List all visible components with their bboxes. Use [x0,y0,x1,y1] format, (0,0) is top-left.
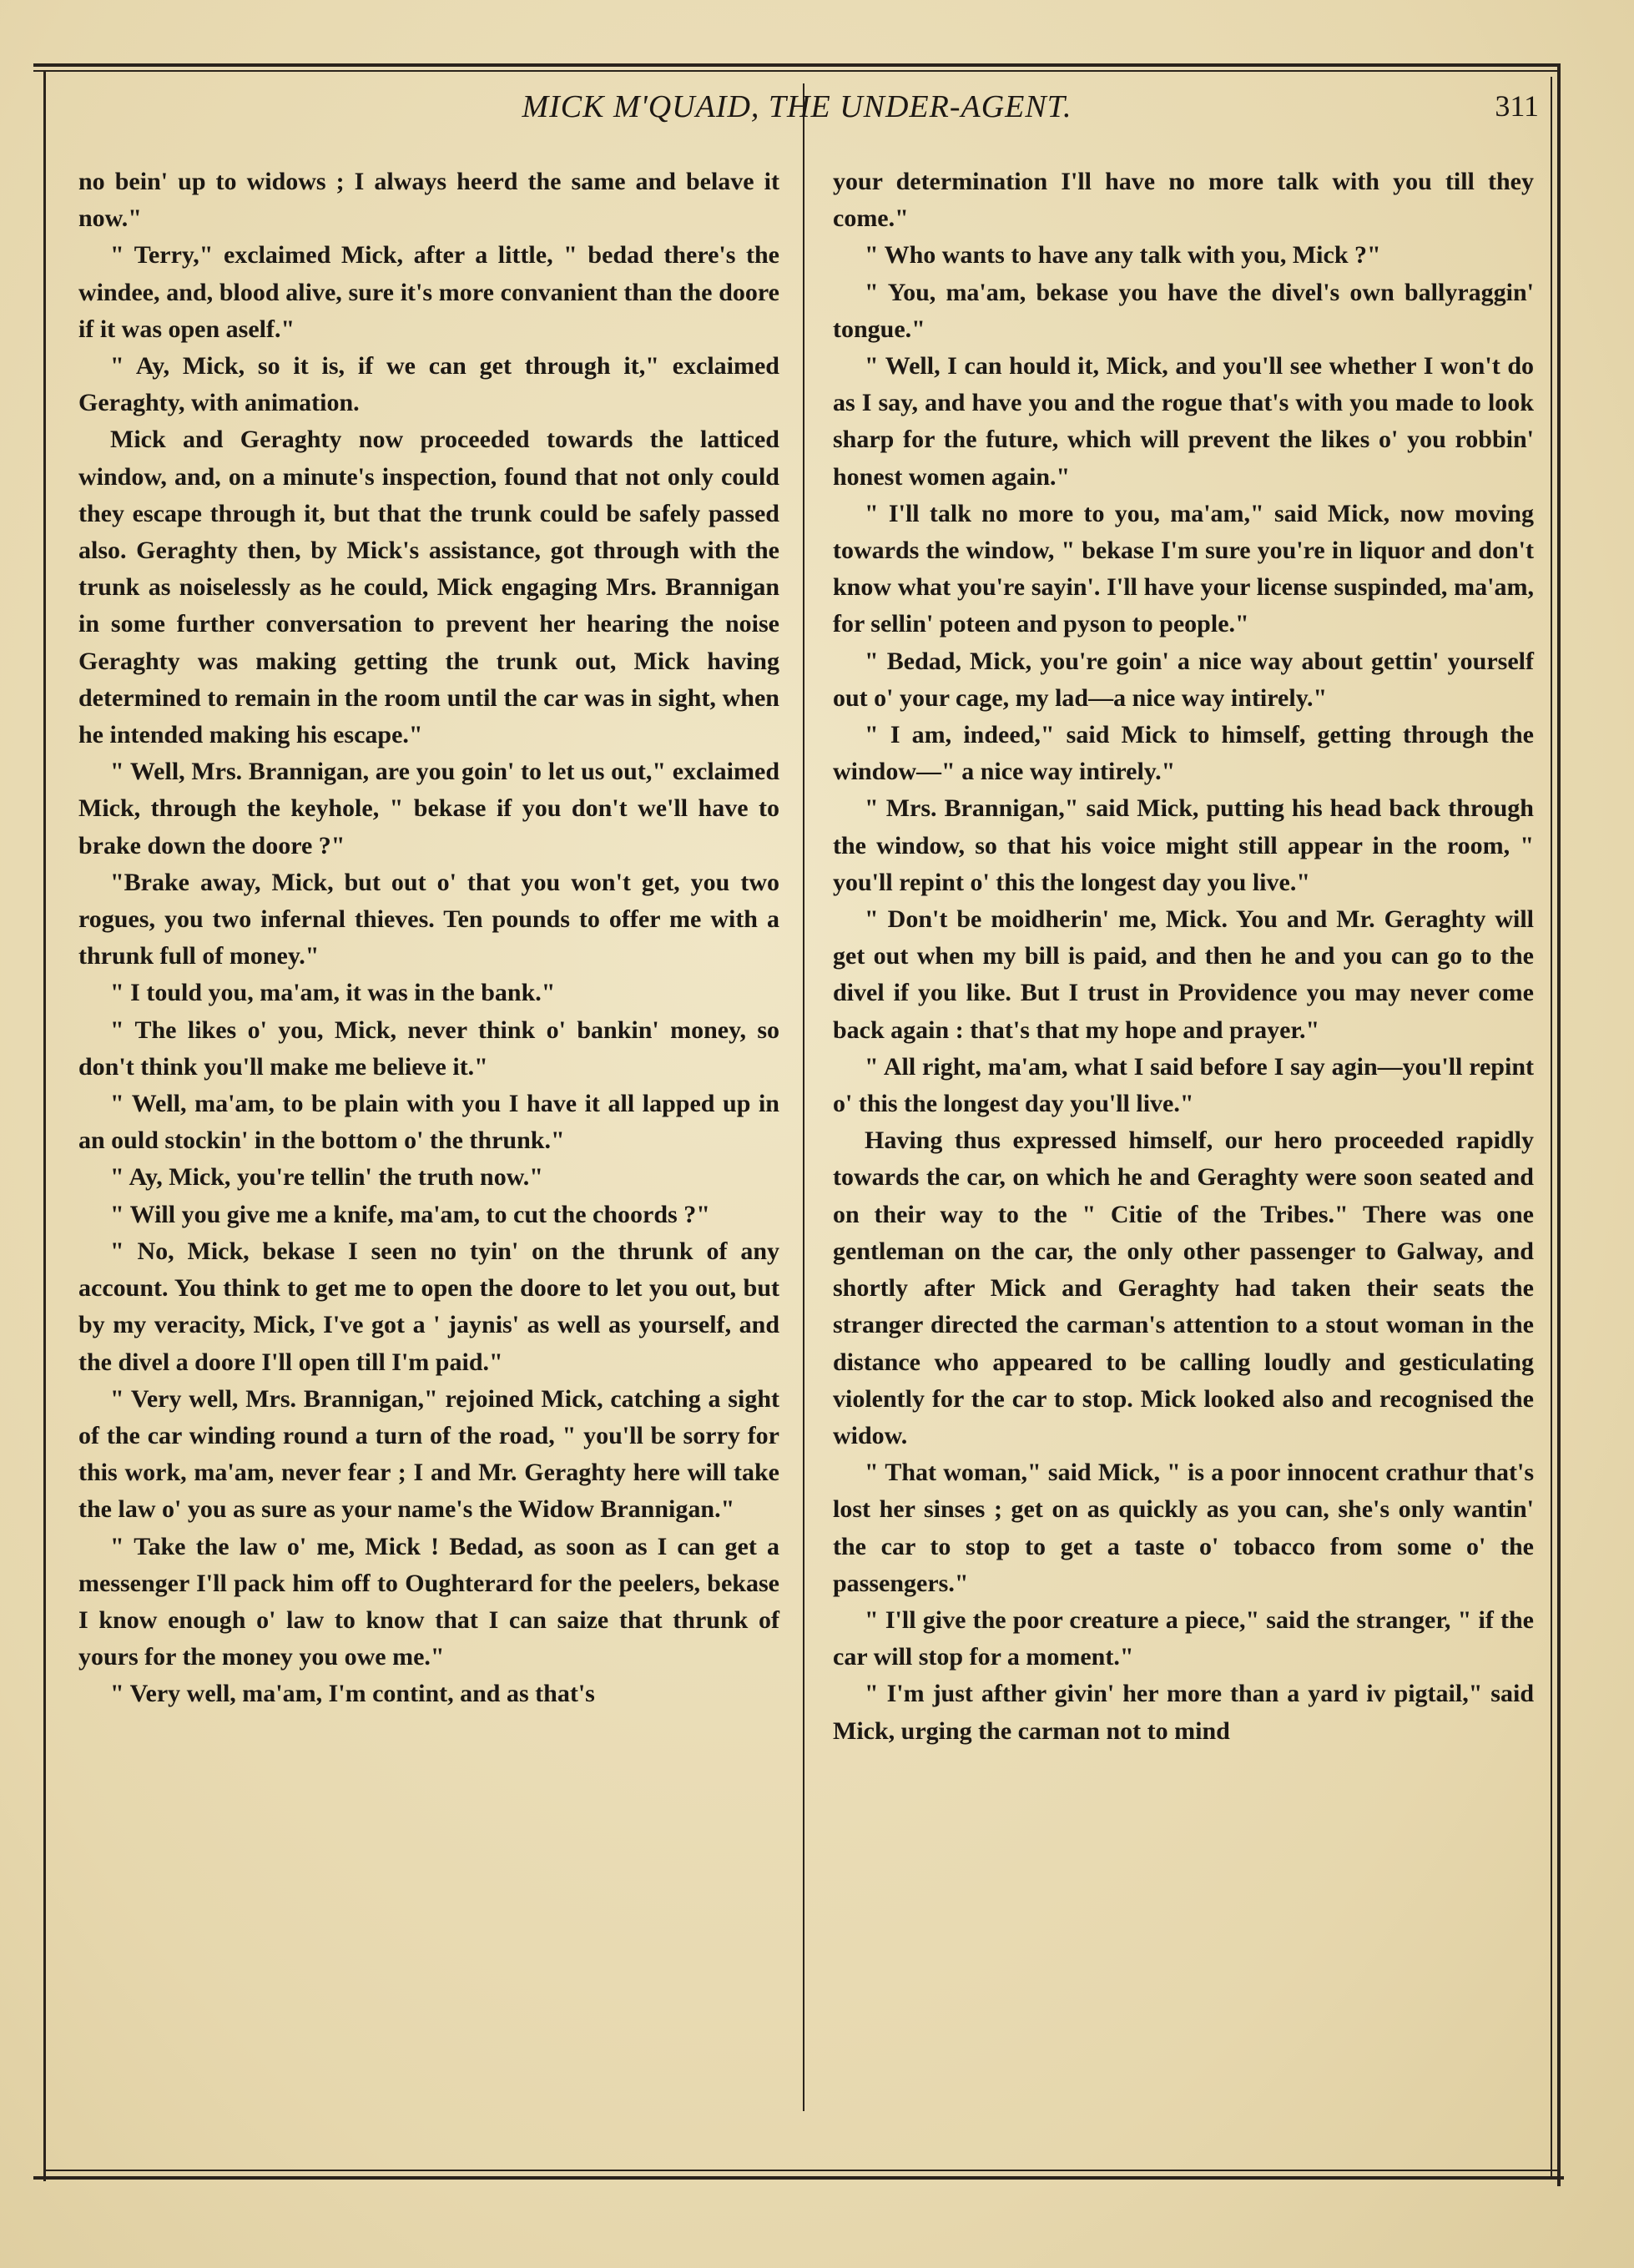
paragraph: " The likes o' you, Mick, never think o' bankin' money, so don't think you'll make me believe it." [78,1016,779,1081]
left-border-rule [43,70,46,2181]
paragraph: " All right, ma'am, what I said before I say agin—you'll repint o' this the longest day you'll live." [833,1052,1534,1118]
bottom-border-rule-outer [33,2176,1564,2180]
paragraph: " Very well, ma'am, I'm contint, and as that's [110,1680,595,1708]
paragraph: " I tould you, ma'am, it was in the bank." [110,979,556,1007]
paragraph: " Well, I can hould it, Mick, and you'll see whether I won't do as I say, and have you and the rogue that's with you made to look sharp for the future, which will prevent the likes o' you robbin' honest women again." [833,352,1534,491]
right-text-column [833,164,1534,1750]
paragraph: Mick and Geraghty now proceeded towards the latticed window, and, on a minute's inspection, found that not only could they escape through it, but that the trunk could be safely passed also. Geraghty then, by Mick's assistance, got through with the trunk as noiselessly as he could, Mick engaging Mrs. Brannigan in some further conversation to prevent her hearing the noise Geraghty was making getting the trunk out, Mick having determined to remain in the room until the car was in sight, when he intended making his escape." [78,426,779,749]
bottom-border-rule-inner [43,2170,1561,2171]
page-number: 311 [1495,89,1539,123]
paragraph: " I'm just afther givin' her more than a yard iv pigtail," said Mick, urging the carman not to mind [833,1680,1534,1745]
top-border-rule-outer [33,63,1561,67]
paragraph: " Well, Mrs. Brannigan, are you goin' to let us out," exclaimed Mick, through the keyhole, " bekase if you don't we'll have to brake down the doore ?" [78,758,779,859]
top-border-rule-inner [33,70,1561,72]
paragraph: your determination I'll have no more talk with you till they come." [833,168,1534,233]
paragraph: " Ay, Mick, so it is, if we can get through it," exclaimed Geraghty, with animation. [78,352,779,417]
paragraph: " Take the law o' me, Mick ! Bedad, as soon as I can get a messenger I'll pack him off to Oughterard for the peelers, bekase I know enough o' law to know that I can saize that thrunk of yours for the money you owe me." [78,1532,779,1671]
paragraph: " Mrs. Brannigan," said Mick, putting his head back through the window, so that his voice might still appear in the room, " you'll repint o' this the longest day you live." [833,794,1534,896]
running-head: MICK M'QUAID, THE UNDER-AGENT. [522,89,1072,124]
paragraph: " Will you give me a knife, ma'am, to cut the choords ?" [110,1200,710,1228]
paragraph: no bein' up to widows ; I always heerd the same and belave it now." [78,168,779,233]
column-divider-rule [803,83,804,2111]
paragraph: Having thus expressed himself, our hero proceeded rapidly towards the car, on which he and Geraghty were soon seated and on their way to the " Citie of the Tribes." There was one gentleman on the car, the only other passenger to Galway, and shortly after Mick and Geraghty had taken their seats the stranger directed the carman's attention to a stout woman in the distance who appeared to be calling loudly and gesticulating violently for the car to stop. Mick looked also and recognised the widow. [833,1126,1534,1449]
paragraph: " I am, indeed," said Mick to himself, getting through the window—" a nice way intirely." [833,721,1534,786]
page-header [50,88,1544,139]
right-border-rule-inner [1551,77,1552,2180]
paragraph: " You, ma'am, bekase you have the divel's own ballyraggin' tongue." [833,278,1534,343]
left-text-column [78,164,779,1713]
paragraph: " Ay, Mick, you're tellin' the truth now." [110,1163,543,1192]
paragraph: " Who wants to have any talk with you, Mick ?" [865,241,1381,270]
paragraph: " No, Mick, bekase I seen no tyin' on the thrunk of any account. You think to get me to open the doore to let you out, but by my veracity, Mick, I've got a ' jaynis' as well as yourself, and the divel a doore I'll open till I'm paid." [78,1237,779,1376]
paragraph: " I'll talk no more to you, ma'am," said Mick, now moving towards the window, " bekase I'm sure you're in liquor and don't know what you're sayin'. I'll have your license suspinded, ma'am, for sellin' poteen and pyson to people." [833,499,1534,638]
paragraph: " Well, ma'am, to be plain with you I have it all lapped up in an ould stockin' in the bottom o' the thrunk." [78,1090,779,1155]
paragraph: " Bedad, Mick, you're goin' a nice way about gettin' yourself out o' your cage, my lad—a nice way intirely." [833,647,1534,712]
paragraph: " I'll give the poor creature a piece," said the stranger, " if the car will stop for a moment." [833,1605,1534,1671]
paragraph: " Very well, Mrs. Brannigan," rejoined Mick, catching a sight of the car winding round a turn of the road, " you'll be sorry for this work, ma'am, never fear ; I and Mr. Geraghty here will take the law o' you as sure as your name's the Widow Brannigan." [78,1384,779,1524]
right-border-rule-outer [1557,67,1561,2186]
paragraph: "Brake away, Mick, but out o' that you won't get, you two rogues, you two infernal thieves. Ten pounds to offer me with a thrunk full of money." [78,868,779,970]
paragraph: " Terry," exclaimed Mick, after a little, " bedad there's the windee, and, blood alive, sure it's more convanient than the doore if it was open aself." [78,241,779,343]
paragraph: " Don't be moidherin' me, Mick. You and Mr. Geraghty will get out when my bill is paid, and then he and you can go to the divel if you like. But I trust in Providence you may never come back again : that's that my hope and prayer." [833,905,1534,1044]
paragraph: " That woman," said Mick, " is a poor innocent crathur that's lost her sinses ; get on as quickly as you can, she's only wantin' the car to stop to get a taste o' tobacco from some o' the passengers." [833,1459,1534,1597]
